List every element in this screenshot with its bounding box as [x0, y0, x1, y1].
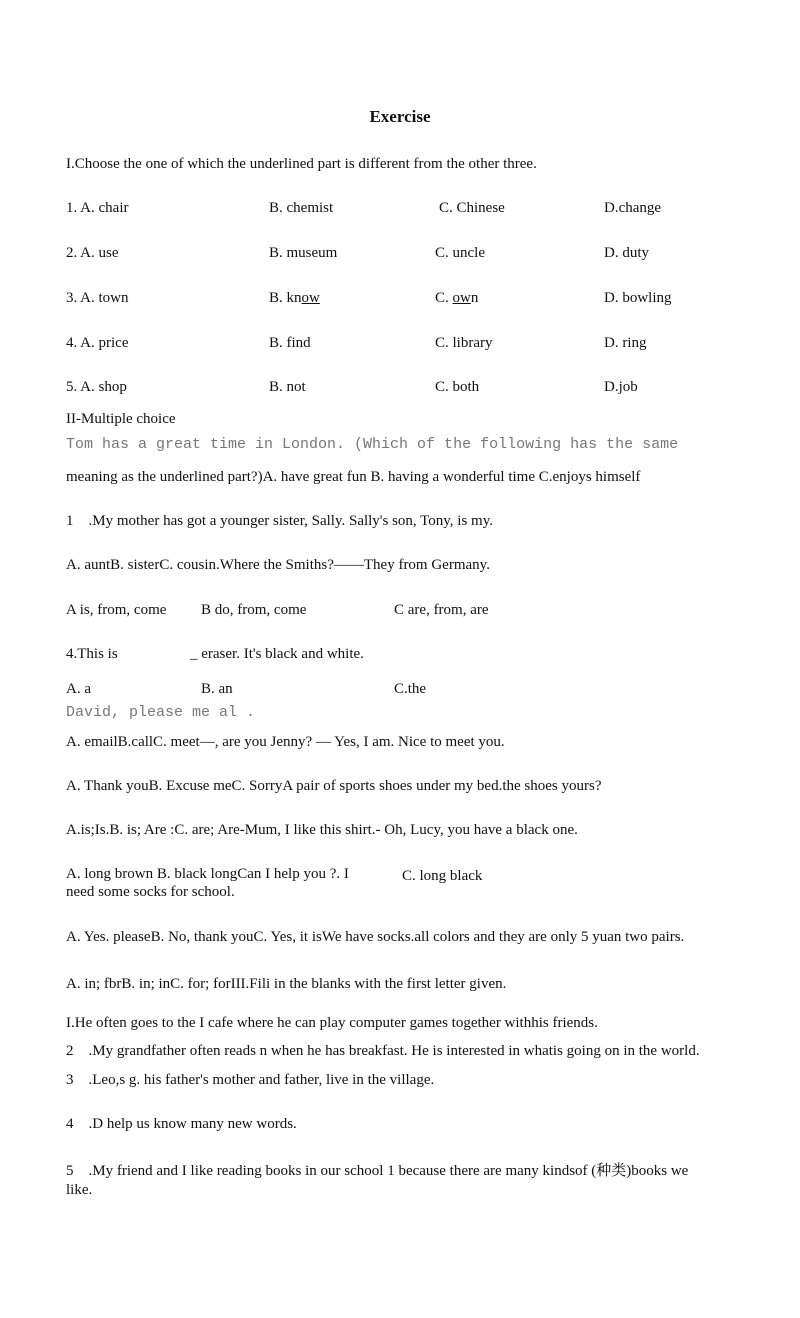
option-cell	[435, 289, 478, 307]
option-text: C.	[435, 290, 453, 306]
option-cell: B. museum	[269, 245, 338, 261]
text-line: A. in; fbrB. in; inC. for; forIII.Fili in the blanks with the first letter given.	[66, 976, 507, 992]
option-cell: C. both	[435, 379, 480, 395]
text-line: 3 .Leo,s g. his father's mother and father, live in the village.	[66, 1072, 435, 1088]
overlay-text: David, please me al .	[66, 704, 256, 721]
section2-heading: II-Multiple choice	[66, 411, 176, 427]
text-line: meaning as the underlined part?)A. have great fun B. having a wonderful time C.enjoys himself	[66, 469, 641, 485]
text-line: 5 .My friend and I like reading books in our school 1 because there are many kindsof (种类)books we	[66, 1163, 689, 1179]
section1-heading: I.Choose the one of which the underlined part is different from the other three.	[66, 156, 537, 172]
text-line: I.He often goes to the I cafe where he can play computer games together withhis friends.	[66, 1015, 598, 1031]
underlined-part: ow	[452, 290, 471, 306]
text-line: A. long brown B. black longCan I help you ?. I	[66, 866, 349, 882]
option-cell: 5. A. shop	[66, 379, 127, 395]
option-cell: D.job	[604, 379, 638, 395]
option: C.the	[394, 681, 427, 697]
option: A. a	[66, 681, 91, 697]
option-cell: 4. A. price	[66, 335, 129, 351]
option: C are, from, are	[394, 602, 489, 618]
text-line: A. auntB. sisterC. cousin.Where the Smiths?——They from Germany.	[66, 557, 490, 573]
text-line: 2 .My grandfather often reads n when he has breakfast. He is interested in whatis going on in the world.	[66, 1043, 700, 1059]
option-cell: C. uncle	[435, 245, 485, 261]
option-cell: B. find	[269, 335, 311, 351]
option-cell: C. Chinese	[439, 200, 505, 216]
text-line: A. Thank youB. Excuse meC. SorryA pair of sports shoes under my bed.the shoes yours?	[66, 778, 602, 794]
option-cell: C. library	[435, 335, 493, 351]
text-line: A.is;Is.B. is; Are :C. are; Are-Mum, I like this shirt.- Oh, Lucy, you have a black one.	[66, 822, 578, 838]
option-cell: 2. A. use	[66, 245, 119, 261]
option-cell: D. ring	[604, 335, 647, 351]
overlay-text: Tom has a great time in London. (Which of the following has the same	[66, 436, 679, 453]
option-cell: 3. A. town	[66, 290, 129, 306]
option-cell: B. not	[269, 379, 306, 395]
underlined-part: ow	[301, 290, 320, 306]
text-line: A. emailB.callC. meet—, are you Jenny? — Yes, I am. Nice to meet you.	[66, 734, 505, 750]
text-line: 4 .D help us know many new words.	[66, 1116, 297, 1132]
text-line: like.	[66, 1182, 93, 1198]
option-cell: B. chemist	[269, 200, 334, 216]
option: B do, from, come	[201, 602, 307, 618]
option-cell	[269, 289, 320, 307]
option: B. an	[201, 681, 233, 697]
option-cell: D. duty	[604, 245, 649, 261]
option-text: B. kn	[269, 290, 302, 306]
text-line: A. Yes. pleaseB. No, thank youC. Yes, it isWe have socks.all colors and they are only 5 yuan two pairs.	[66, 929, 685, 945]
text-line: 4.This is	[66, 646, 118, 662]
text-line: need some socks for school.	[66, 884, 235, 900]
option: A is, from, come	[66, 602, 167, 618]
option-cell: D. bowling	[604, 290, 672, 306]
option: C. long black	[402, 868, 483, 884]
option-cell: D.change	[604, 200, 662, 216]
page-title: Exercise	[369, 107, 431, 126]
option-cell: 1. A. chair	[66, 200, 129, 216]
text-line: _ eraser. It's black and white.	[190, 646, 364, 662]
text-line: 1 .My mother has got a younger sister, Sally. Sally's son, Tony, is my.	[66, 513, 494, 529]
option-text: n	[470, 290, 479, 306]
